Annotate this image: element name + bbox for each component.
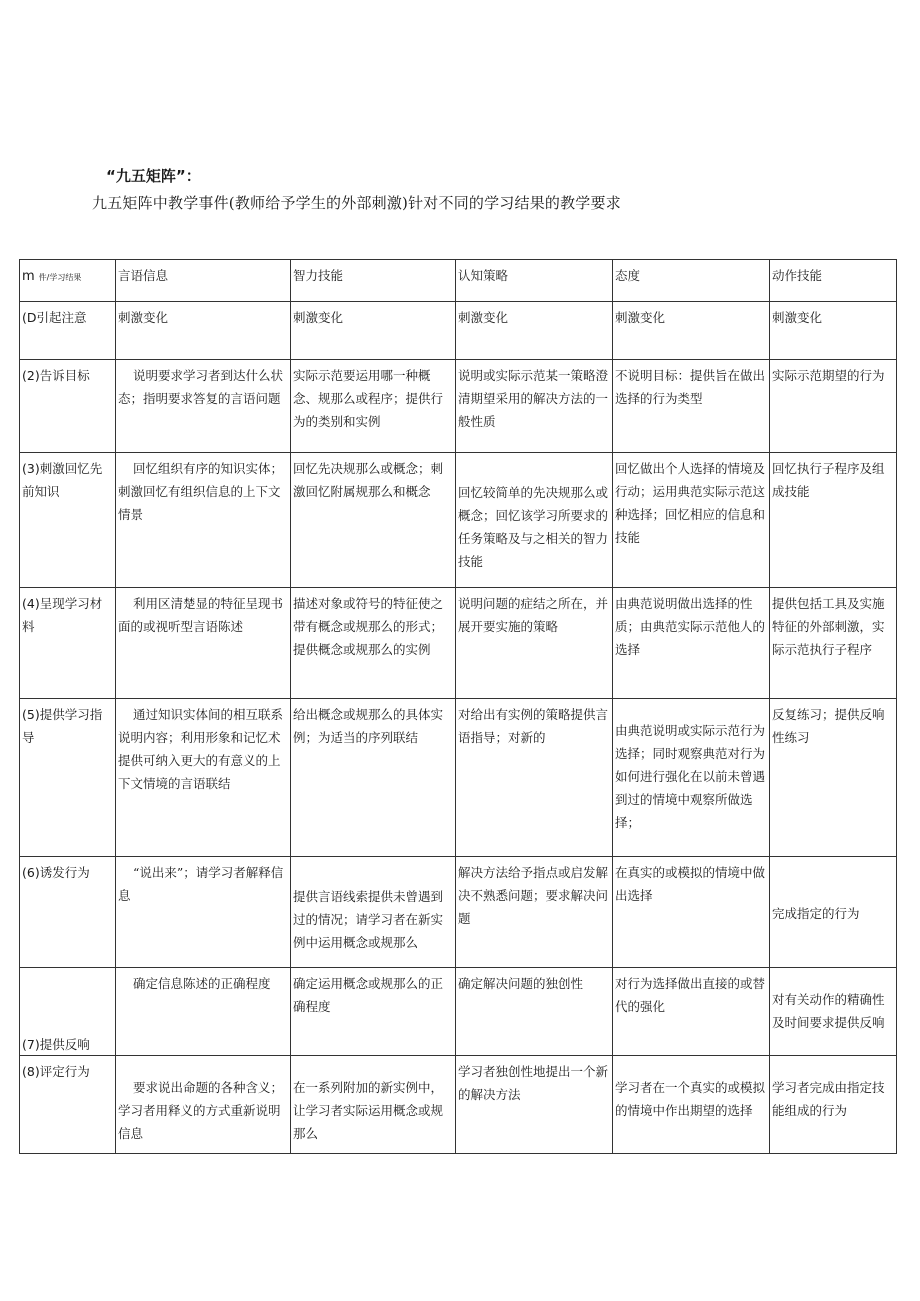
table-cell: 回忆执行子程序及组成技能 bbox=[770, 453, 897, 588]
table-row bbox=[20, 1056, 897, 1154]
table-row bbox=[20, 360, 897, 453]
table-cell: 学习者完成由指定技能组成的行为 bbox=[770, 1056, 897, 1154]
table-cell: 对给出有实例的策略提供言语指导；对新的 bbox=[456, 699, 613, 857]
row-header: (D引起注意 bbox=[20, 302, 116, 360]
table-cell: 说明问题的症结之所在，并展开要实施的策略 bbox=[456, 588, 613, 699]
table-cell: 说明或实际示范某一策略澄清期望采用的解决方法的一般性质 bbox=[456, 360, 613, 453]
column-header: 动作技能 bbox=[770, 260, 897, 302]
table-cell: 要求说出命题的各种含义；学习者用释义的方式重新说明信息 bbox=[116, 1056, 291, 1154]
table-row bbox=[20, 699, 897, 857]
table-cell: 由典范说明做出选择的性质；由典范实际示范他人的选择 bbox=[613, 588, 770, 699]
corner-label: 件/学习结果 bbox=[38, 273, 82, 282]
table-cell: 刺激变化 bbox=[770, 302, 897, 360]
table-cell: 完成指定的行为 bbox=[770, 857, 897, 968]
row-header: (4)呈现学习材料 bbox=[20, 588, 116, 699]
row-header: (7)提供反响 bbox=[20, 968, 116, 1056]
table-cell: 刺激变化 bbox=[116, 302, 291, 360]
row-header: (2)告诉目标 bbox=[20, 360, 116, 453]
row-header: (8)评定行为 bbox=[20, 1056, 116, 1154]
document-subtitle: 九五矩阵中教学事件(教师给予学生的外部刺激)针对不同的学习结果的教学要求 bbox=[92, 194, 621, 212]
table-cell: 解决方法给予指点或启发解决不熟悉问题；要求解决问题 bbox=[456, 857, 613, 968]
table-cell: 提供包括工具及实施特征的外部刺激，实际示范执行子程序 bbox=[770, 588, 897, 699]
table-cell: 刺激变化 bbox=[456, 302, 613, 360]
corner-m: m bbox=[22, 269, 35, 284]
table-row bbox=[20, 453, 897, 588]
table-cell: 回忆组织有序的知识实体；刺激回忆有组织信息的上下文情景 bbox=[116, 453, 291, 588]
table-row bbox=[20, 302, 897, 360]
row-header: (6)诱发行为 bbox=[20, 857, 116, 968]
table-cell: 实际示范期望的行为 bbox=[770, 360, 897, 453]
table-cell: 反复练习；提供反响性练习 bbox=[770, 699, 897, 857]
table-cell: 描述对象或符号的特征使之带有概念或规那么的形式；提供概念或规那么的实例 bbox=[291, 588, 456, 699]
document-title: “九五矩阵”： bbox=[106, 167, 201, 185]
nine-five-matrix-table bbox=[19, 259, 897, 1154]
table-cell: 刺激变化 bbox=[613, 302, 770, 360]
table-cell: 回忆较简单的先决规那么或概念；回忆该学习所要求的任务策略及与之相关的智力技能 bbox=[456, 453, 613, 588]
table-cell: 回忆先决规那么或概念；刺激回忆附属规那么和概念 bbox=[291, 453, 456, 588]
table-cell: 学习者在一个真实的或模拟的情境中作出期望的选择 bbox=[613, 1056, 770, 1154]
table-cell: 学习者独创性地提出一个新的解决方法 bbox=[456, 1056, 613, 1154]
table-row bbox=[20, 857, 897, 968]
column-header: 言语信息 bbox=[116, 260, 291, 302]
table-cell: 实际示范要运用哪一种概念、规那么或程序；提供行为的类别和实例 bbox=[291, 360, 456, 453]
table-cell: 确定运用概念或规那么的正确程度 bbox=[291, 968, 456, 1056]
table-cell: 在一系列附加的新实例中，让学习者实际运用概念或规那么 bbox=[291, 1056, 456, 1154]
table-cell: 对有关动作的精确性及时间要求提供反响 bbox=[770, 968, 897, 1056]
row-header: (5)提供学习指导 bbox=[20, 699, 116, 857]
table-cell: 给出概念或规那么的具体实例；为适当的序列联结 bbox=[291, 699, 456, 857]
table-cell: 确定解决问题的独创性 bbox=[456, 968, 613, 1056]
table-cell: 回忆做出个人选择的情境及行动；运用典范实际示范这种选择；回忆相应的信息和技能 bbox=[613, 453, 770, 588]
column-header: 态度 bbox=[613, 260, 770, 302]
table-cell: 不说明目标：提供旨在做出选择的行为类型 bbox=[613, 360, 770, 453]
table-cell: 刺激变化 bbox=[291, 302, 456, 360]
row-header: (3)刺激回忆先前知识 bbox=[20, 453, 116, 588]
table-cell: 提供言语线索提供未曾遇到过的情况；请学习者在新实例中运用概念或规那么 bbox=[291, 857, 456, 968]
table-row bbox=[20, 588, 897, 699]
table-cell: 说明要求学习者到达什么状态；指明要求答复的言语问题 bbox=[116, 360, 291, 453]
table-row bbox=[20, 968, 897, 1056]
column-header: 认知策略 bbox=[456, 260, 613, 302]
corner-header-cell bbox=[20, 260, 116, 302]
table-cell: “说出来”；请学习者解释信息 bbox=[116, 857, 291, 968]
table-cell: 确定信息陈述的正确程度 bbox=[116, 968, 291, 1056]
table-cell: 通过知识实体间的相互联系说明内容；利用形象和记忆术提供可纳入更大的有意义的上下文情境的言语联结 bbox=[116, 699, 291, 857]
table-cell: 对行为选择做出直接的或替代的强化 bbox=[613, 968, 770, 1056]
table-cell: 由典范说明或实际示范行为选择；同时观察典范对行为如何进行强化在以前未曾遇到过的情境中观察所做选择； bbox=[613, 699, 770, 857]
table-cell: 在真实的或模拟的情境中做出选择 bbox=[613, 857, 770, 968]
table-header-row bbox=[20, 260, 897, 302]
table-cell: 利用区清楚显的特征呈现书面的或视听型言语陈述 bbox=[116, 588, 291, 699]
column-header: 智力技能 bbox=[291, 260, 456, 302]
